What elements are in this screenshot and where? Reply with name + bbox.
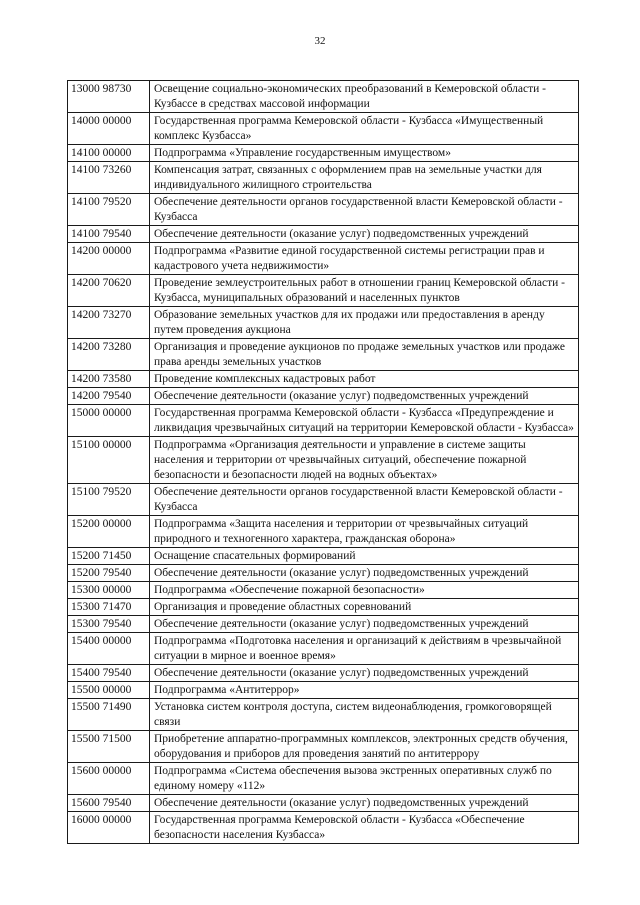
target-code-cell: 14100 79520 <box>68 194 150 226</box>
target-name-cell: Организация и проведение аукционов по продаже земельных участков или продаже права аренды земельных участков <box>150 339 579 371</box>
table-row <box>68 599 579 616</box>
target-code-cell: 15200 00000 <box>68 516 150 548</box>
target-name-cell: Подпрограмма «Защита населения и территории от чрезвычайных ситуаций природного и техногенного характера, гражданская оборона» <box>150 516 579 548</box>
target-name-cell: Подпрограмма «Система обеспечения вызова экстренных оперативных служб по единому номеру «112» <box>150 763 579 795</box>
target-code-cell: 15300 71470 <box>68 599 150 616</box>
table-row <box>68 437 579 484</box>
table-row <box>68 275 579 307</box>
target-name-cell: Проведение землеустроительных работ в отношении границ Кемеровской области - Кузбасса, муниципальных образований и населенных пунктов <box>150 275 579 307</box>
target-name-cell: Подпрограмма «Управление государственным имуществом» <box>150 145 579 162</box>
table-row <box>68 243 579 275</box>
table-row <box>68 699 579 731</box>
table-row <box>68 371 579 388</box>
target-name-cell: Организация и проведение областных соревнований <box>150 599 579 616</box>
target-code-cell: 15000 00000 <box>68 405 150 437</box>
table-row <box>68 616 579 633</box>
target-code-cell: 15400 79540 <box>68 665 150 682</box>
table-row <box>68 633 579 665</box>
target-name-cell: Обеспечение деятельности органов государственной власти Кемеровской области - Кузбасса <box>150 194 579 226</box>
target-name-cell: Обеспечение деятельности органов государственной власти Кемеровской области - Кузбасса <box>150 484 579 516</box>
table-row <box>68 226 579 243</box>
target-code-cell: 13000 98730 <box>68 81 150 113</box>
target-code-cell: 14200 73270 <box>68 307 150 339</box>
target-code-cell: 14200 73280 <box>68 339 150 371</box>
target-name-cell: Обеспечение деятельности (оказание услуг) подведомственных учреждений <box>150 565 579 582</box>
table-row <box>68 795 579 812</box>
target-name-cell: Освещение социально-экономических преобразований в Кемеровской области - Кузбассе в средствах массовой информации <box>150 81 579 113</box>
target-name-cell: Государственная программа Кемеровской области - Кузбасса «Обеспечение безопасности населения Кузбасса» <box>150 812 579 844</box>
table-row <box>68 388 579 405</box>
table-row <box>68 307 579 339</box>
target-code-cell: 15100 79520 <box>68 484 150 516</box>
target-name-cell: Проведение комплексных кадастровых работ <box>150 371 579 388</box>
table-row <box>68 516 579 548</box>
target-code-cell: 14200 70620 <box>68 275 150 307</box>
target-name-cell: Компенсация затрат, связанных с оформлением прав на земельные участки для индивидуального жилищного строительства <box>150 162 579 194</box>
target-name-cell: Государственная программа Кемеровской области - Кузбасса «Имущественный комплекс Кузбасса» <box>150 113 579 145</box>
target-code-cell: 15300 79540 <box>68 616 150 633</box>
target-code-cell: 14100 79540 <box>68 226 150 243</box>
target-name-cell: Установка систем контроля доступа, систем видеонаблюдения, громкоговорящей связи <box>150 699 579 731</box>
target-code-cell: 15600 79540 <box>68 795 150 812</box>
budget-classification-table <box>67 80 579 844</box>
target-name-cell: Подпрограмма «Организация деятельности и управление в системе защиты населения и территории от чрезвычайных ситуаций, обеспечение пожарной безопасности и безопасности людей на водных объектах» <box>150 437 579 484</box>
target-name-cell: Приобретение аппаратно-программных комплексов, электронных средств обучения, оборудования и приборов для проведения занятий по антитеррору <box>150 731 579 763</box>
target-code-cell: 15500 71490 <box>68 699 150 731</box>
table-row <box>68 162 579 194</box>
page-number: 32 <box>314 35 326 47</box>
table-row <box>68 565 579 582</box>
target-name-cell: Обеспечение деятельности (оказание услуг) подведомственных учреждений <box>150 795 579 812</box>
target-name-cell: Оснащение спасательных формирований <box>150 548 579 565</box>
target-name-cell: Подпрограмма «Обеспечение пожарной безопасности» <box>150 582 579 599</box>
table-row <box>68 731 579 763</box>
target-name-cell: Подпрограмма «Развитие единой государственной системы регистрации прав и кадастрового учета недвижимости» <box>150 243 579 275</box>
target-code-cell: 15200 79540 <box>68 565 150 582</box>
table-row <box>68 339 579 371</box>
table-row <box>68 81 579 113</box>
target-name-cell: Подпрограмма «Антитеррор» <box>150 682 579 699</box>
target-code-cell: 15600 00000 <box>68 763 150 795</box>
target-name-cell: Обеспечение деятельности (оказание услуг) подведомственных учреждений <box>150 388 579 405</box>
target-code-cell: 15100 00000 <box>68 437 150 484</box>
target-code-cell: 15500 00000 <box>68 682 150 699</box>
target-code-cell: 14200 73580 <box>68 371 150 388</box>
target-code-cell: 15300 00000 <box>68 582 150 599</box>
table-body <box>68 81 579 844</box>
target-code-cell: 15200 71450 <box>68 548 150 565</box>
table-row <box>68 763 579 795</box>
table-row <box>68 812 579 844</box>
target-name-cell: Обеспечение деятельности (оказание услуг) подведомственных учреждений <box>150 226 579 243</box>
table-row <box>68 194 579 226</box>
target-code-cell: 15400 00000 <box>68 633 150 665</box>
target-code-cell: 15500 71500 <box>68 731 150 763</box>
target-code-cell: 16000 00000 <box>68 812 150 844</box>
table-row <box>68 405 579 437</box>
table-row <box>68 682 579 699</box>
target-code-cell: 14200 79540 <box>68 388 150 405</box>
target-name-cell: Подпрограмма «Подготовка населения и организаций к действиям в чрезвычайной ситуации в мирное и военное время» <box>150 633 579 665</box>
table-row <box>68 113 579 145</box>
target-code-cell: 14100 73260 <box>68 162 150 194</box>
target-name-cell: Государственная программа Кемеровской области - Кузбасса «Предупреждение и ликвидация чрезвычайных ситуаций на территории Кемеровской области - Кузбасса» <box>150 405 579 437</box>
table-row <box>68 145 579 162</box>
target-code-cell: 14200 00000 <box>68 243 150 275</box>
target-name-cell: Обеспечение деятельности (оказание услуг) подведомственных учреждений <box>150 665 579 682</box>
target-name-cell: Образование земельных участков для их продажи или предоставления в аренду путем проведения аукциона <box>150 307 579 339</box>
table-row <box>68 665 579 682</box>
table-row <box>68 484 579 516</box>
table-row <box>68 548 579 565</box>
table-row <box>68 582 579 599</box>
target-code-cell: 14000 00000 <box>68 113 150 145</box>
target-code-cell: 14100 00000 <box>68 145 150 162</box>
target-name-cell: Обеспечение деятельности (оказание услуг) подведомственных учреждений <box>150 616 579 633</box>
